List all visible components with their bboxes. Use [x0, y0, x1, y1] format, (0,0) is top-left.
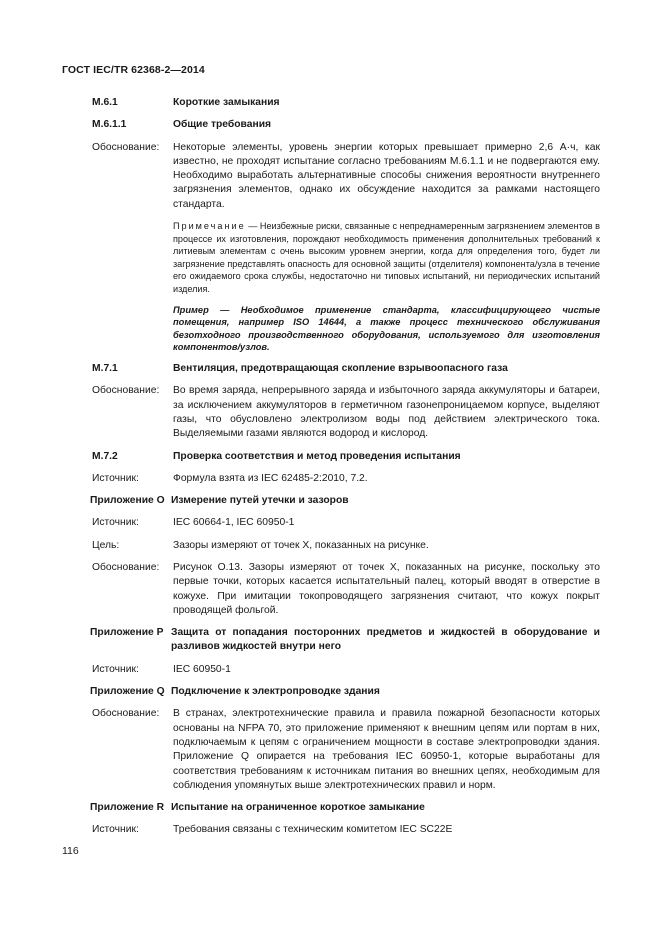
section-number: М.6.1: [92, 97, 118, 108]
section-heading-m71: [92, 362, 600, 376]
annex-label: Приложение Р: [90, 627, 164, 639]
annex-heading-o: [92, 494, 600, 508]
annex-title: Испытание на ограниченное короткое замыкание: [171, 802, 425, 814]
source-block: [92, 472, 600, 486]
justification-block: [92, 707, 600, 793]
source-block: [92, 663, 600, 677]
field-label: Источник:: [92, 472, 139, 484]
field-text: Рисунок О.13. Зазоры измеряют от точек X, показанных на рисунке, поскольку это первые точки, которых касается испытательный палец, который вводят в отверстие в кожухе. При имитации токопроводящего загрязнения считают, что кожух покрыт проводящей фольгой.: [173, 561, 600, 616]
field-label: Источник:: [92, 517, 139, 529]
field-text: Требования связаны с техническим комитетом IEC SC22E: [173, 824, 453, 836]
annex-title: Подключение к электропроводке здания: [171, 686, 380, 698]
justification-block: [92, 384, 600, 441]
field-label: Обоснование:: [92, 385, 160, 397]
annex-label: Приложение R: [90, 802, 165, 814]
annex-heading-p: [92, 626, 600, 655]
page-content: [92, 96, 600, 846]
justification-block: [92, 141, 600, 212]
field-text: Во время заряда, непрерывного заряда и избыточного заряда аккумуляторы и батареи, за исключением аккумуляторов в герметичном газонепроницаемом корпусе, выделяют газы, что обусловлено электролизом воды под действием электрического тока. Выделяемыми газами являются водород и кислород.: [173, 385, 600, 440]
source-block: [92, 823, 600, 837]
note-block: [173, 220, 600, 296]
document-header: ГОСТ IEC/TR 62368-2—2014: [62, 64, 205, 76]
field-label: Обоснование:: [92, 141, 160, 153]
field-label: Обоснование:: [92, 708, 160, 720]
field-text: IEC 60664-1, IEC 60950-1: [173, 517, 295, 529]
section-number: М.7.1: [92, 363, 118, 375]
justification-block: [92, 561, 600, 618]
source-block: [92, 516, 600, 530]
section-title: Общие требования: [173, 119, 272, 131]
annex-title: Измерение путей утечки и зазоров: [171, 495, 349, 507]
annex-label: Приложение Q: [90, 686, 165, 698]
field-text: Некоторые элементы, уровень энергии которых превышает примерно 2,6 А·ч, как известно, не проходят испытание согласно требованиям М.6.1.1 и не подвергаются ему. Необходимо выработать альтернативные способы снижения вероятности внутреннего загрязнения элементов, однако их обсуждение находится за рамками настоящего стандарта.: [173, 141, 600, 210]
annex-heading-r: [92, 801, 600, 815]
section-number: М.6.1.1: [92, 119, 127, 131]
field-label: Источник:: [92, 663, 139, 675]
section-title: Короткие замыкания: [173, 97, 280, 108]
section-heading-m611: [92, 118, 600, 132]
field-text: Формула взята из IEC 62485-2:2010, 7.2.: [173, 472, 368, 484]
field-label: Цель:: [92, 539, 120, 551]
field-label: Обоснование:: [92, 561, 160, 573]
section-title: Проверка соответствия и метод проведения испытания: [173, 450, 461, 462]
note-label: Примечание: [173, 221, 246, 232]
field-label: Источник:: [92, 824, 139, 836]
example-block: Пример — Необходимое применение стандарта, классифицирующего чистые помещения, например ISO 14644, а также процесс технического обслуживания безотходного производственного оборудования, используемого для изготовления компонентов/узлов.: [173, 304, 600, 353]
section-number: М.7.2: [92, 450, 118, 462]
annex-heading-q: [92, 685, 600, 699]
section-title: Вентиляция, предотвращающая скопление взрывоопасного газа: [173, 363, 508, 375]
note-text: — Неизбежные риски, связанные с непреднамеренным загрязнением элементов в процессе их изготовления, порождают необходимость применения дополнительных требований к литиевым элементам с очень высоким уровнем энергии, когда для определения того, будет ли загрязнение представлять опасность для основной защиты (отделителя) компонента/узла в течение его ожидаемого срока службы, недостаточно ни типовых испытаний, ни периодических испытаний изделия.: [173, 221, 600, 295]
field-text: IEC 60950-1: [173, 663, 231, 675]
annex-label: Приложение О: [90, 495, 165, 507]
section-heading-m72: [92, 450, 600, 464]
page-number: 116: [62, 845, 79, 857]
field-text: Зазоры измеряют от точек X, показанных на рисунке.: [173, 539, 429, 551]
goal-block: [92, 539, 600, 553]
field-text: В странах, электротехнические правила и правила пожарной безопасности которых основаны на NFPA 70, это приложение применяют к внешним цепям или портам в них, подключаемым к цепям с ограничением мощности в составе электропроводки здания. Приложение Q опирается на требования IEC 60950-1, которые выработаны для соответствия требованиям к источникам питания во внешних цепях, необходимым для соблюдения упомянутых выше электротехнических правил и норм.: [173, 708, 600, 791]
annex-title: Защита от попадания посторонних предметов и жидкостей в оборудование и разливов жидкостей внутри него: [171, 627, 600, 653]
section-heading-m61: [92, 96, 600, 110]
